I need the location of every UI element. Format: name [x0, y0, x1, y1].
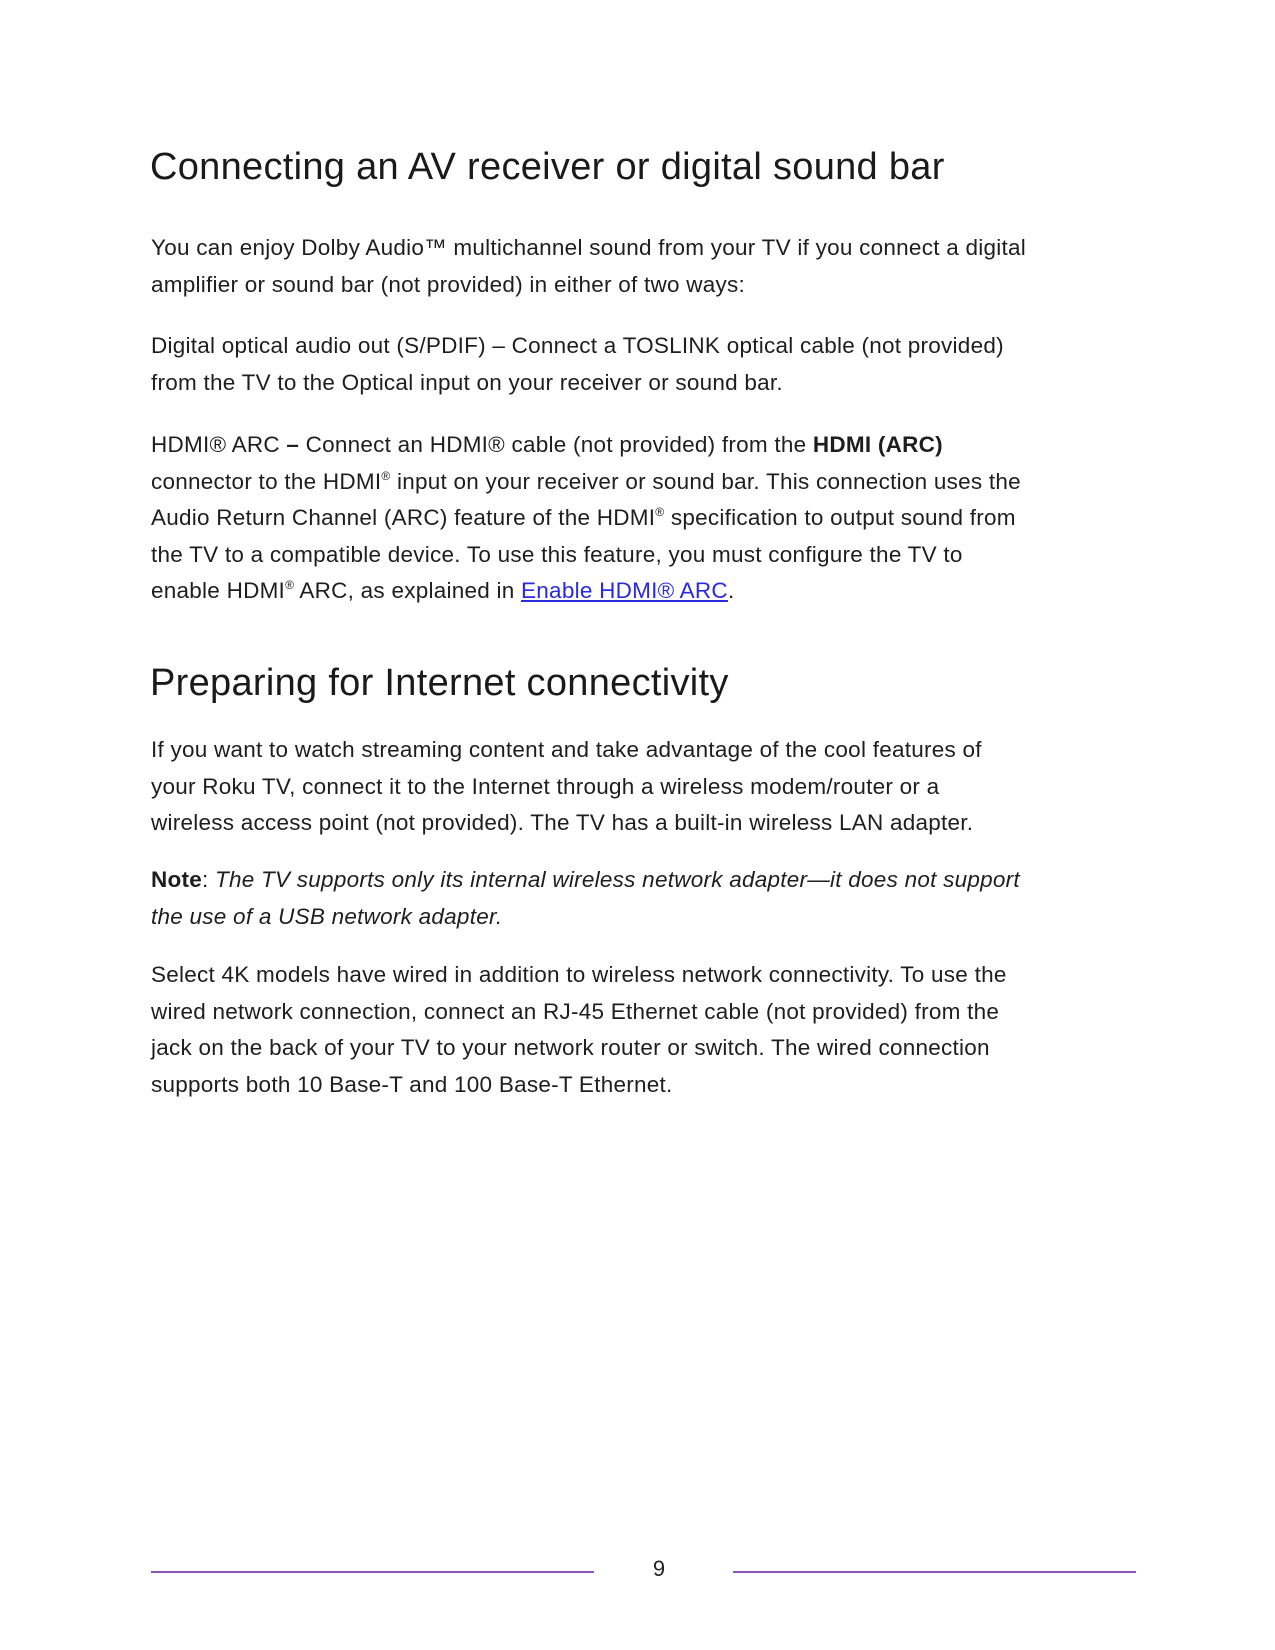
note-text: the use of a USB network adapter. — [151, 903, 503, 929]
text-line: the TV to a compatible device. To use this feature, you must configure the TV to — [151, 541, 963, 567]
text-line: jack on the back of your TV to your network router or switch. The wired connection — [151, 1035, 990, 1060]
registered-mark: ® — [285, 578, 295, 592]
footer-rule-left — [151, 1571, 594, 1573]
text-line: Select 4K models have wired in addition to wireless network connectivity. To use the — [151, 962, 1007, 987]
registered-mark: ® — [655, 505, 665, 519]
note-label: Note — [151, 867, 202, 892]
text-line: your Roku TV, connect it to the Internet through a wireless modem/router or a — [151, 773, 940, 799]
registered-mark: ® — [381, 468, 391, 483]
text: specification to output sound from — [664, 505, 1016, 530]
hdmi-arc-bold: HDMI (ARC) — [812, 432, 943, 457]
text-line — [151, 500, 1141, 537]
text: : — [202, 867, 216, 892]
text: . — [727, 578, 735, 603]
text-line — [151, 899, 1141, 936]
text: HDMI® ARC — [151, 432, 287, 457]
enable-hdmi-arc-link[interactable]: Enable HDMI® ARC — [521, 578, 728, 603]
paragraph-internet-intro — [151, 732, 1141, 842]
text: input on your receiver or sound bar. This connection uses the — [390, 468, 1021, 494]
note — [151, 862, 1141, 935]
text-line: Digital optical audio out (S/PDIF) – Connect a TOSLINK optical cable (not provided) — [151, 333, 1004, 358]
dash: – — [286, 432, 300, 457]
text-line: amplifier or sound bar (not provided) in either of two ways: — [151, 271, 746, 297]
text-line — [151, 573, 1141, 610]
text-line: from the TV to the Optical input on your receiver or sound bar. — [151, 369, 783, 395]
text-line: supports both 10 Base-T and 100 Base-T Ethernet. — [151, 1071, 673, 1097]
text-line: wireless access point (not provided). The TV has a built-in wireless LAN adapter. — [151, 810, 974, 835]
text-line — [151, 427, 1141, 464]
note-text: The TV supports only its internal wireless network adapter—it does not support — [215, 867, 1020, 892]
text-line — [151, 464, 1141, 501]
text: Connect an HDMI® cable (not provided) from the — [299, 432, 813, 457]
paragraph-intro — [151, 230, 1141, 303]
page-number: 9 — [652, 1556, 666, 1581]
footer-rule-right — [733, 1571, 1136, 1573]
text-line: You can enjoy Dolby Audio™ multichannel sound from your TV if you connect a digital — [151, 235, 1027, 260]
text: ARC, as explained in — [294, 578, 522, 603]
section-heading-av-receiver: Connecting an AV receiver or digital sound bar — [150, 146, 945, 188]
text-line: If you want to watch streaming content and take advantage of the cool features of — [151, 737, 982, 762]
text: enable HDMI — [151, 578, 286, 603]
section-heading-internet: Preparing for Internet connectivity — [150, 662, 729, 704]
text-line — [151, 862, 1141, 899]
paragraph-optical — [151, 328, 1141, 401]
paragraph-wired — [151, 957, 1141, 1103]
text-line: wired network connection, connect an RJ-45 Ethernet cable (not provided) from the — [151, 998, 1000, 1024]
text: Audio Return Channel (ARC) feature of the HDMI — [151, 505, 656, 530]
paragraph-hdmi-arc — [151, 427, 1141, 610]
text: connector to the HDMI — [151, 468, 382, 494]
